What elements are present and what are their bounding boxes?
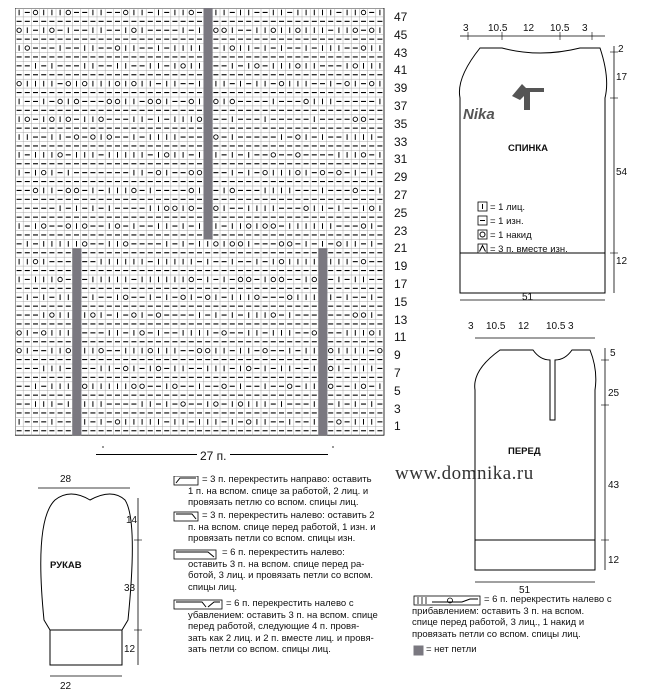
legend-cross3-left: = 3 п. перекрестить налево: оставить 2 п. на вспом. спице перед работой, 1 изн. и провязать петли со вспом. спицы изн.	[188, 510, 376, 544]
legend-yarnover: = 1 накид	[490, 230, 532, 241]
knitting-chart	[15, 8, 395, 448]
legend-3-together: = 3 п. вместе изн.	[490, 244, 568, 255]
back-top-dim-2: 10.5	[488, 23, 508, 34]
row-number: 41	[394, 63, 408, 78]
row-number: 35	[394, 116, 408, 131]
row-number: 11	[394, 330, 407, 345]
back-title: СПИНКА	[508, 143, 549, 154]
sleeve-right-dim-1: 14	[126, 515, 138, 526]
row-number: 21	[394, 241, 408, 256]
row-number: 43	[394, 45, 408, 60]
front-bottom-dim: 51	[519, 585, 531, 596]
front-right-dim-4: 12	[608, 555, 620, 566]
front-right-dim-2: 25	[608, 388, 620, 399]
row-number: 25	[394, 205, 408, 220]
legend-purl: = 1 изн.	[490, 216, 524, 227]
watermark: www.domnika.ru	[395, 463, 534, 484]
sleeve-schematic	[20, 480, 160, 695]
back-top-dim-5: 3	[582, 23, 588, 34]
row-number: 47	[394, 10, 408, 24]
front-top-dim-3: 12	[518, 321, 530, 332]
back-top-dim-4: 10.5	[550, 23, 570, 34]
row-number: 33	[394, 134, 408, 149]
row-number: 37	[394, 99, 408, 113]
no-stitch-column-right	[318, 248, 327, 435]
legend-knit: = 1 лиц.	[490, 202, 526, 213]
row-number: 1	[394, 419, 401, 434]
no-stitch-column-top	[204, 8, 213, 239]
back-bottom-dim: 51	[522, 292, 534, 303]
chart-grid	[15, 8, 384, 435]
back-right-dim-4: 12	[616, 256, 628, 267]
front-title: ПЕРЕД	[508, 446, 541, 457]
row-number: 15	[394, 294, 408, 309]
no-stitch-column-left	[72, 248, 81, 435]
row-number: 31	[394, 152, 408, 167]
row-number: 3	[394, 401, 401, 416]
row-number: 27	[394, 188, 408, 202]
legend-no-stitch: = нет петли	[426, 644, 477, 655]
row-number: 5	[394, 383, 401, 398]
legend-cross3-right: = 3 п. перекрестить направо: оставить 1 п. на вспом. спице за работой, 2 лиц. и провязать петлю со вспом. спицы лиц.	[188, 474, 372, 508]
legend-cross6-dec: = 6 п. перекрестить налево с убавлением: оставить 3 п. на вспом. спице перед работой, следующие 4 п. провя- зать как 2 лиц. и 2 п. вместе лиц. и провя- зать петли со вспом. спицы лиц.	[188, 598, 378, 655]
width-bracket	[103, 446, 333, 448]
back-schematic	[440, 18, 640, 308]
row-number: 19	[394, 259, 408, 274]
sleeve-title: РУКАВ	[50, 560, 82, 571]
row-number: 23	[394, 223, 408, 238]
sleeve-right-dim-3: 12	[124, 644, 136, 655]
front-top-dim-4: 10.5	[546, 321, 566, 332]
row-number: 17	[394, 277, 408, 291]
legend-cross6-inc: = 6 п. перекрестить налево с прибавлением: оставить 3 п. на вспом. спице перед работой, 3 лиц., 1 накид и провязать петли со вспом. спицы лиц.	[412, 594, 612, 640]
row-number: 29	[394, 170, 408, 185]
legend-cross6-left: = 6 п. перекрестить налево: оставить 3 п. на вспом. спице перед ра- ботой, 3 лиц. и провязать петли со вспом. спицы лиц.	[188, 547, 374, 593]
back-right-dim-2: 17	[616, 72, 628, 83]
front-top-dim-2: 10.5	[486, 321, 506, 332]
front-right-dim-1: 5	[610, 348, 616, 359]
sleeve-right-dim-2: 33	[124, 583, 136, 594]
front-top-dim-5: 3	[568, 321, 574, 332]
row-number: 45	[394, 27, 408, 42]
row-number: 13	[394, 312, 408, 327]
nika-logo: Nika	[463, 106, 495, 123]
sleeve-bottom-dim: 22	[60, 681, 72, 692]
back-right-dim-3: 54	[616, 167, 628, 178]
row-number: 9	[394, 348, 401, 363]
back-top-dim-1: 3	[463, 23, 469, 34]
front-top-dim-1: 3	[468, 321, 474, 332]
stitch-count-label: 27 п.	[197, 449, 230, 463]
sleeve-top-dim: 28	[60, 474, 72, 485]
row-number: 7	[394, 366, 401, 380]
front-right-dim-3: 43	[608, 480, 620, 491]
row-number: 39	[394, 81, 408, 96]
back-right-dim-1: 2	[618, 44, 624, 55]
back-top-dim-3: 12	[523, 23, 535, 34]
